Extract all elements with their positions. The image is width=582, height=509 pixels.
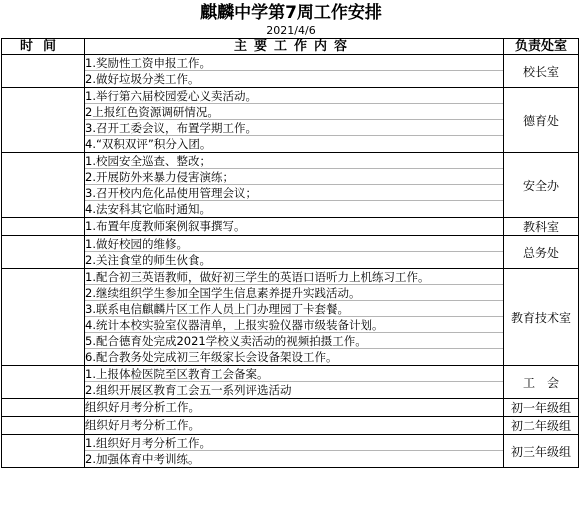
date-label: 2021/4/6 (266, 24, 316, 37)
time-cell (2, 399, 85, 417)
task-item: 1.组织好月考分析工作。 (85, 435, 503, 451)
content-cell (85, 399, 504, 417)
dept-cell: 初二年级组 (504, 417, 579, 435)
task-item: 1.配合初三英语教师，做好初三学生的英语口语听力上机练习工作。 (85, 269, 503, 285)
time-cell (2, 88, 85, 153)
task-item: 3.召开校内危化品使用管理会议； (85, 185, 503, 201)
table-row (2, 153, 579, 218)
task-item: 1.校园安全巡查、整改； (85, 153, 503, 169)
table-row (2, 218, 579, 236)
task-item: 1.奖励性工资申报工作。 (85, 55, 503, 71)
task-item: 5.配合德育处完成2021学校义卖活动的视频拍摄工作。 (85, 333, 503, 349)
table-row (2, 88, 579, 153)
time-cell (2, 269, 85, 366)
table-row (2, 417, 579, 435)
dept-cell: 德育处 (504, 88, 579, 153)
header-content: 主要工作内容 (85, 39, 504, 55)
table-row (2, 366, 579, 399)
page-title: 麒麟中学第7周工作安排 (200, 3, 382, 23)
content-cell (85, 269, 504, 366)
header-time: 时间 (2, 39, 85, 55)
dept-cell: 工 会 (504, 366, 579, 399)
task-item: 4.统计本校实验室仪器清单，上报实验仪器市级装备计划。 (85, 317, 503, 333)
task-item: 2.开展防外来暴力侵害演练； (85, 169, 503, 185)
content-cell (85, 88, 504, 153)
task-item: 组织好月考分析工作。 (85, 400, 200, 414)
time-cell (2, 417, 85, 435)
task-item: 2.加强体育中考训练。 (85, 452, 200, 466)
time-cell (2, 435, 85, 468)
dept-cell: 安全办 (504, 153, 579, 218)
time-cell (2, 55, 85, 88)
task-item: 2.做好垃圾分类工作。 (85, 72, 200, 86)
task-item: 4.法安科其它临时通知。 (85, 202, 211, 216)
dept-cell: 教科室 (504, 218, 579, 236)
dept-cell: 校长室 (504, 55, 579, 88)
schedule-table (1, 38, 579, 468)
table-row (2, 269, 579, 366)
task-item: 4.“双积双评”积分入团。 (85, 137, 212, 151)
dept-cell: 总务处 (504, 236, 579, 269)
task-item: 3.召开工委会议，布置学期工作。 (85, 120, 503, 136)
dept-cell: 初一年级组 (504, 399, 579, 417)
task-item: 2.组织开展区教育工会五一系列评选活动 (85, 383, 292, 397)
task-item: 6.配合教务处完成初三年级家长会设备架设工作。 (85, 350, 338, 364)
header-row (2, 39, 579, 55)
task-item: 1.举行第六届校园爱心义卖活动。 (85, 88, 503, 104)
table-row (2, 55, 579, 88)
dept-cell: 教育技术室 (504, 269, 579, 366)
time-cell (2, 236, 85, 269)
task-item: 1.上报体检医院至区教育工会备案。 (85, 366, 503, 382)
task-item: 2.关注食堂的师生伙食。 (85, 253, 211, 267)
task-item: 组织好月考分析工作。 (85, 418, 200, 432)
task-item: 1.布置年度教师案例叙事撰写。 (85, 219, 246, 233)
content-cell (85, 218, 504, 236)
time-cell (2, 366, 85, 399)
header-dept: 负责处室 (504, 39, 579, 55)
task-item: 3.联系电信麒麟片区工作人员上门办理园丁卡套餐。 (85, 301, 503, 317)
content-cell (85, 435, 504, 468)
dept-cell: 初三年级组 (504, 435, 579, 468)
table-row (2, 236, 579, 269)
content-cell (85, 236, 504, 269)
content-cell (85, 153, 504, 218)
table-row (2, 399, 579, 417)
task-item: 2上报红色资源调研情况。 (85, 104, 503, 120)
task-item: 1.做好校园的维修。 (85, 236, 503, 252)
content-cell (85, 55, 504, 88)
time-cell (2, 153, 85, 218)
content-cell (85, 417, 504, 435)
table-row (2, 435, 579, 468)
task-item: 2.继续组织学生参加全国学生信息素养提升实践活动。 (85, 285, 503, 301)
content-cell (85, 366, 504, 399)
time-cell (2, 218, 85, 236)
